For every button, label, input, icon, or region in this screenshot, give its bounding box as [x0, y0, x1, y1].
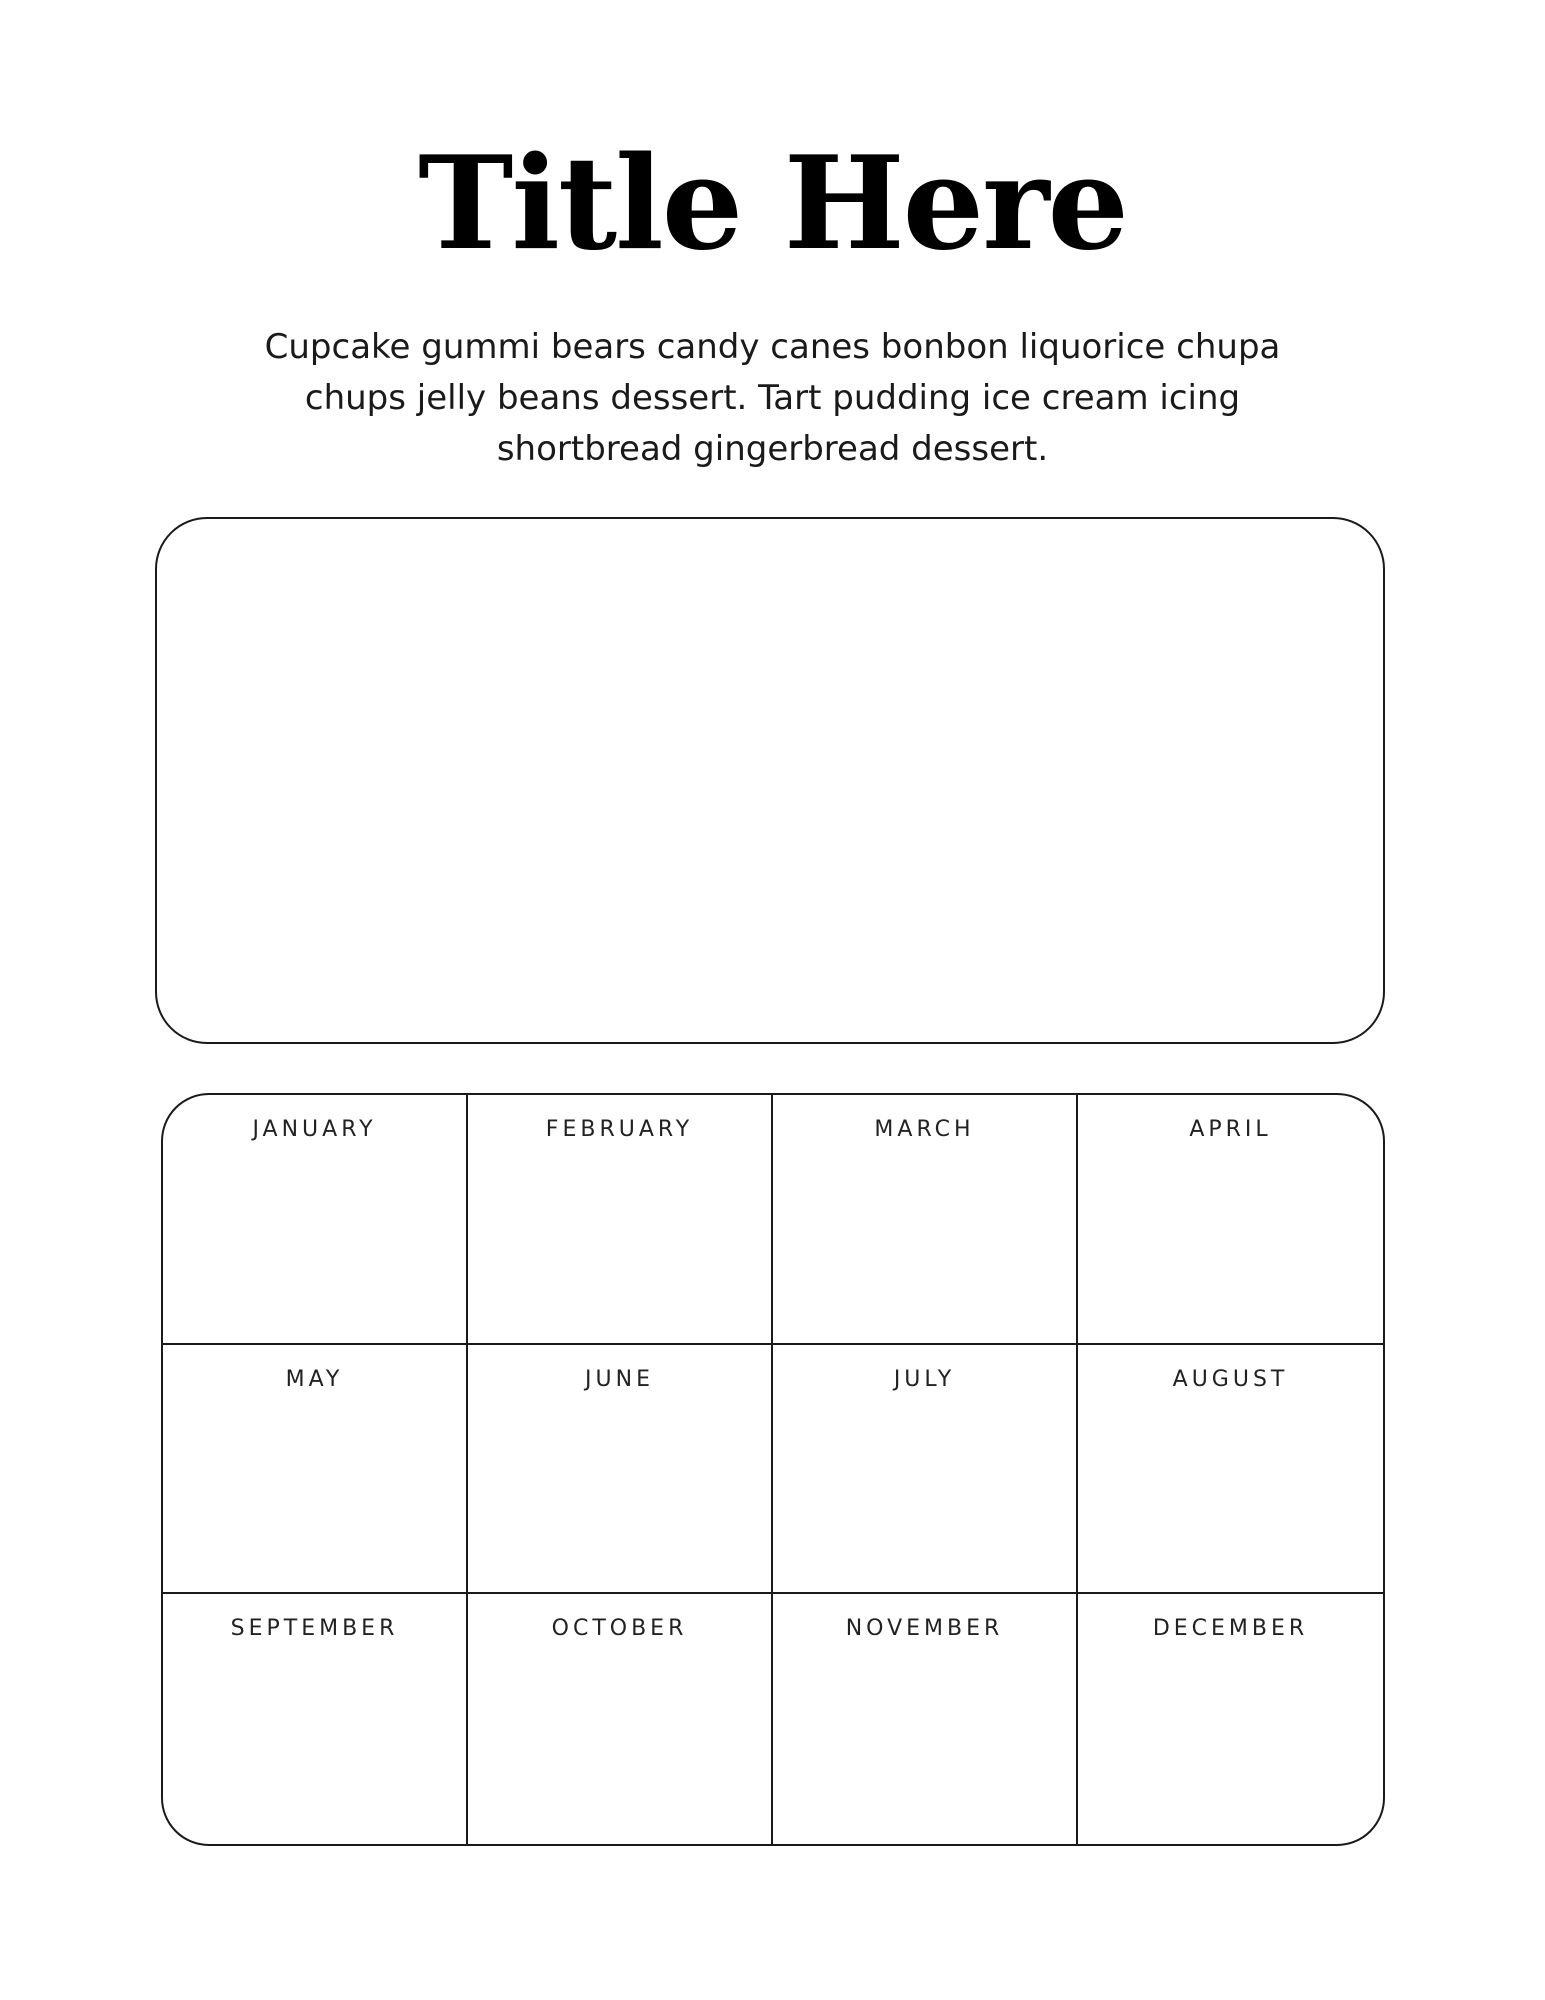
month-cell-november[interactable]: [773, 1594, 1078, 1844]
month-label: FEBRUARY: [545, 1117, 694, 1142]
month-cell-august[interactable]: [1078, 1345, 1383, 1595]
month-cell-march[interactable]: [773, 1095, 1078, 1345]
month-label: DECEMBER: [1152, 1616, 1309, 1642]
month-label: JULY: [893, 1366, 956, 1392]
month-label: NOVEMBER: [845, 1616, 1004, 1642]
month-label: JANUARY: [252, 1117, 377, 1142]
month-cell-january[interactable]: [163, 1095, 468, 1345]
month-cell-september[interactable]: [163, 1594, 468, 1844]
month-cell-october[interactable]: [468, 1594, 773, 1844]
month-label: APRIL: [1189, 1117, 1272, 1142]
month-label: AUGUST: [1172, 1366, 1289, 1392]
month-cell-may[interactable]: [163, 1345, 468, 1595]
month-label: SEPTEMBER: [230, 1616, 399, 1642]
month-label: MAY: [285, 1366, 344, 1392]
month-label: JUNE: [585, 1366, 654, 1392]
notes-box[interactable]: [155, 517, 1385, 1044]
month-cell-june[interactable]: [468, 1345, 773, 1595]
month-cell-april[interactable]: [1078, 1095, 1383, 1345]
month-cell-july[interactable]: [773, 1345, 1078, 1595]
month-label: OCTOBER: [551, 1616, 688, 1642]
page-title: Title Here: [418, 129, 1127, 279]
month-label: MARCH: [874, 1117, 975, 1142]
month-cell-december[interactable]: [1078, 1594, 1383, 1844]
month-grid: [161, 1093, 1385, 1846]
page-description: Cupcake gummi bears candy canes bonbon liquorice chupa chups jelly beans dessert. Tart pudding ice cream icing shortbread gingerbread dessert.: [264, 327, 1281, 469]
month-cell-february[interactable]: [468, 1095, 773, 1345]
